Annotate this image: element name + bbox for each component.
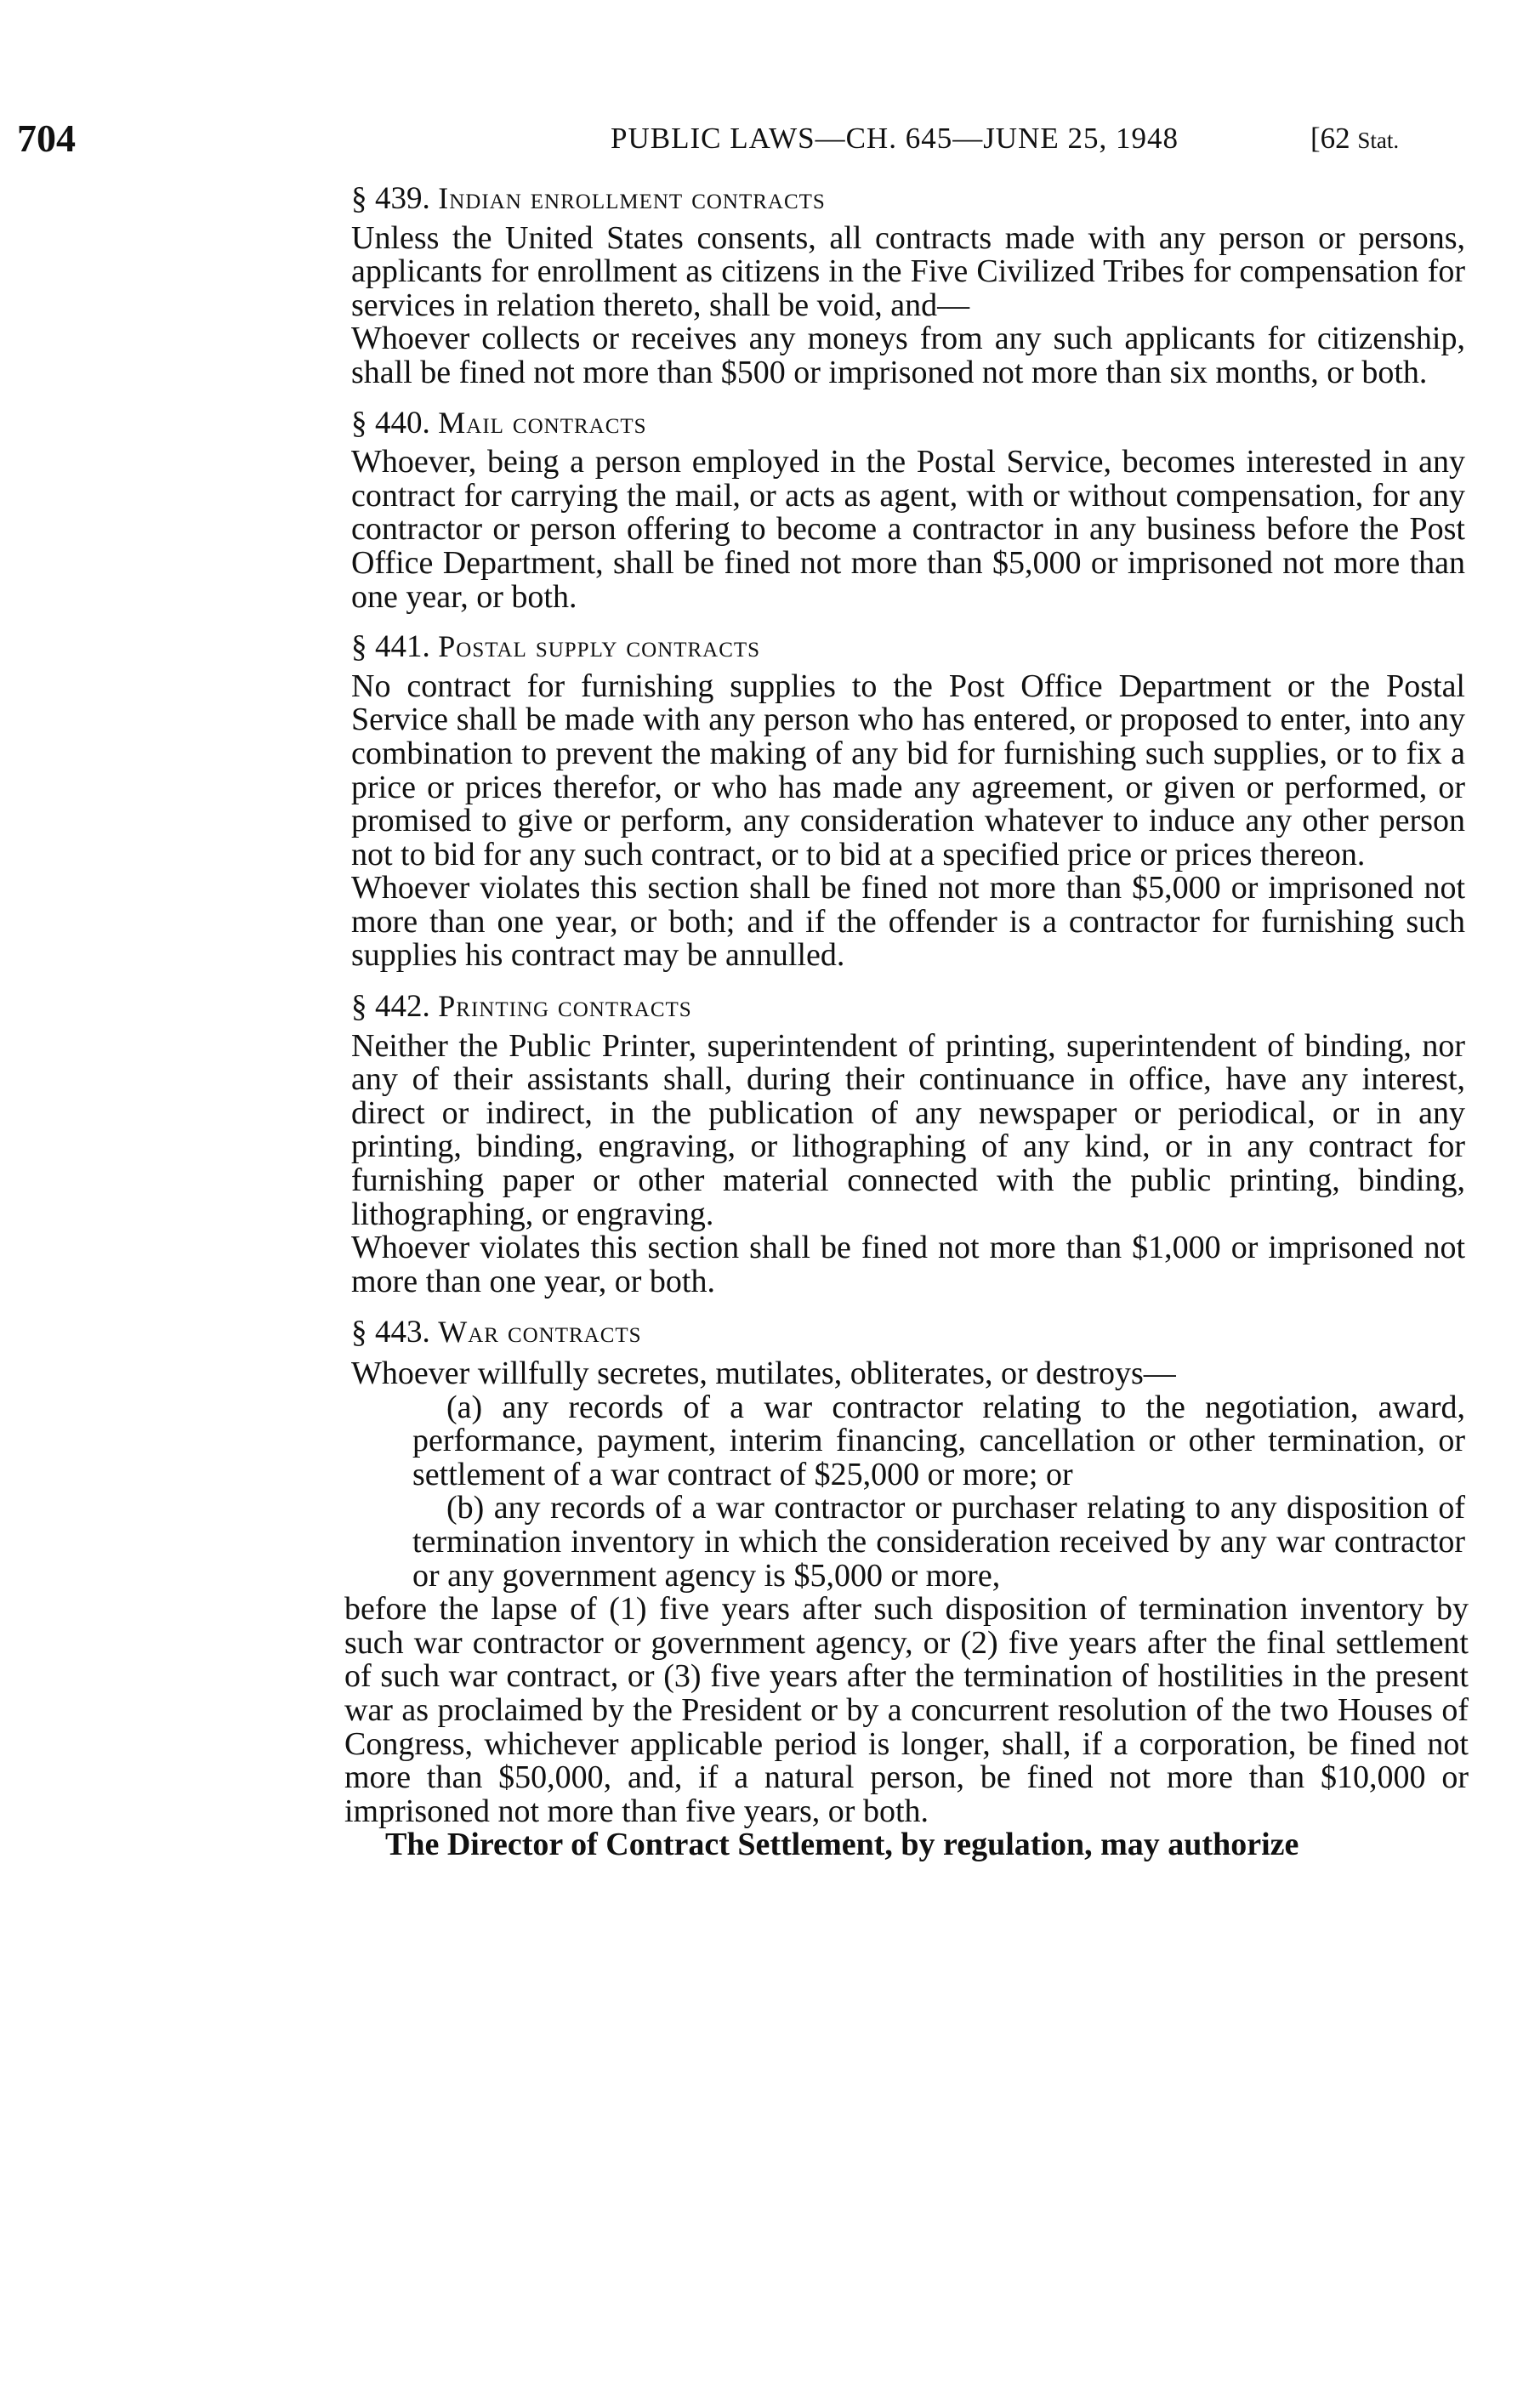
section-paragraph: Neither the Public Printer, superintendent of printing, superintendent of binding, nor any of their assistants shall, during their continuance in office, have any interest, direct or indirect, in the publication of any newspaper or periodical, or in any printing, binding, engraving, or lithographing of any kind, or in any contract for furnishing paper or other material connected with the public printing, binding, lithographing, or engraving. — [351, 1027, 1465, 1232]
page-number: 704 — [17, 117, 76, 160]
section-heading — [351, 1316, 1465, 1350]
section-symbol: § — [351, 1315, 367, 1350]
section-title: Printing contracts — [438, 989, 692, 1024]
section-item-a: (a) any records of a war contractor relating to the negotiation, award, performance, payment, interim financing, cancellation or other termination, or settlement of a war contract of $25,000 or more; or — [412, 1389, 1465, 1492]
page-header — [0, 117, 1540, 160]
section-paragraph: Whoever collects or receives any moneys from any such applicants for citizenship, shall be fined not more than $500 or imprisoned not more than six months, or both. — [351, 321, 1465, 390]
section-heading — [351, 182, 1465, 216]
section-heading — [351, 406, 1465, 440]
section-heading — [351, 990, 1465, 1024]
section-439 — [351, 182, 1465, 390]
statute-reference-prefix: [62 — [1310, 122, 1358, 155]
section-title: War contracts — [438, 1315, 642, 1350]
section-conclusion: before the lapse of (1) five years after such disposition of termination inventory by such war contractor or government agency, or (2) five years after the final settlement of such war contract, or (3) five years after the termination of hostilities in the present war as proclaimed by the President or by a concurrent resolution of the two Houses of Congress, whichever applicable period is longer, shall, if a corporation, be fined not more than $50,000, and, if a natural person, be fined not more than $10,000 or imprisoned not more than five years, or both. — [344, 1591, 1469, 1829]
section-symbol: § — [351, 629, 367, 665]
section-number: 439. — [375, 181, 430, 216]
section-441 — [351, 630, 1465, 973]
page-body — [344, 181, 1469, 1863]
section-intro: Whoever willfully secretes, mutilates, obliterates, or destroys— — [351, 1355, 1176, 1391]
running-head: PUBLIC LAWS—CH. 645—JUNE 25, 1948 — [611, 122, 1179, 155]
section-number: 441. — [375, 629, 430, 665]
statute-reference — [1310, 117, 1399, 162]
section-440 — [351, 406, 1465, 615]
statute-reference-word: Stat. — [1357, 128, 1400, 153]
section-symbol: § — [351, 989, 367, 1025]
section-442 — [351, 990, 1465, 1299]
section-443 — [344, 1315, 1469, 1863]
section-number: 443. — [375, 1315, 430, 1350]
section-number: 440. — [375, 405, 430, 440]
section-paragraph: No contract for furnishing supplies to the Post Office Department or the Postal Service shall be made with any person who has entered, or proposed to enter, into any combination to prevent the making of any bid for furnishing such supplies, or to fix a price or prices therefor, or who has made any agreement, or given or performed, or promised to give or perform, any consideration whatever to induce any other person not to bid for any such contract, or to bid at a specified price or prices thereon. — [351, 668, 1465, 872]
section-heading — [351, 630, 1465, 664]
section-symbol: § — [351, 181, 367, 216]
section-title: Mail contracts — [438, 405, 647, 440]
section-title: Postal supply contracts — [438, 629, 761, 664]
section-title: Indian enrollment contracts — [438, 181, 826, 215]
section-symbol: § — [351, 405, 367, 440]
section-paragraph: Unless the United States consents, all contracts made with any person or persons, applicants for enrollment as citizens in the Five Civilized Tribes for compensation for services in relation thereto, shall be void, and— — [351, 219, 1465, 323]
section-continuation: The Director of Contract Settlement, by regulation, may authorize — [385, 1827, 1299, 1863]
section-paragraph: Whoever violates this section shall be fined not more than $1,000 or imprisoned not more than one year, or both. — [351, 1230, 1465, 1299]
section-item-b: (b) any records of a war contractor or purchaser relating to any disposition of termination inventory in which the consideration received by any war contractor or any government agency is $5,000 or more, — [412, 1490, 1465, 1594]
section-paragraph: Whoever, being a person employed in the Postal Service, becomes interested in any contract for carrying the mail, or acts as agent, with or without compensation, for any contractor or person offering to become a contractor in any business before the Post Office Department, shall be fined not more than $5,000 or imprisoned not more than one year, or both. — [351, 444, 1465, 615]
section-number: 442. — [375, 989, 430, 1025]
section-paragraph: Whoever violates this section shall be fined not more than $5,000 or imprisoned not more than one year, or both; and if the offender is a contractor for furnishing such supplies his contract may be annulled. — [351, 870, 1465, 974]
